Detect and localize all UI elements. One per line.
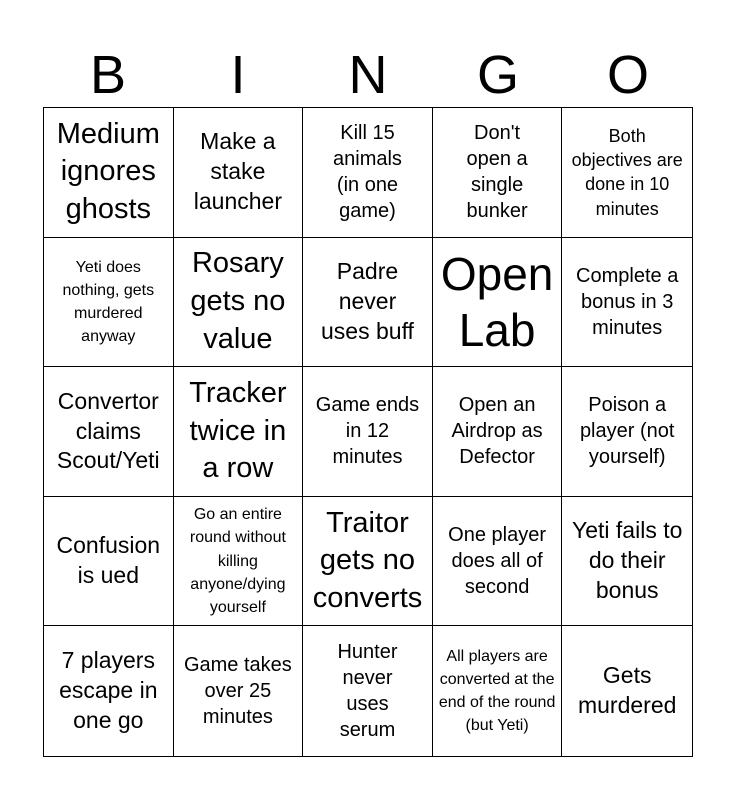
header-letter-i: I [230, 45, 246, 105]
cell-text: Yeti fails to do their bonus [572, 517, 683, 604]
bingo-cell[interactable] [303, 367, 433, 497]
header-letter-n: N [348, 45, 388, 105]
bingo-cell[interactable] [174, 108, 304, 238]
bingo-cell[interactable] [303, 108, 433, 238]
cell-text: Rosary gets no value [190, 247, 286, 355]
header-letter-o: O [606, 45, 649, 105]
bingo-cell[interactable] [562, 367, 692, 497]
bingo-cell[interactable] [303, 497, 433, 627]
cell-text: One player does all of second [448, 524, 547, 599]
cell-text: Padre never uses buff [321, 258, 414, 344]
cell-text: Poison a player (not yourself) [579, 394, 675, 469]
bingo-cell[interactable] [562, 108, 692, 238]
cell-text: Traitor gets no converts [312, 506, 423, 614]
bingo-cell[interactable] [303, 626, 433, 756]
bingo-cell[interactable] [174, 497, 304, 627]
bingo-header [43, 40, 693, 110]
cell-text: All players are converted at the end of the round (but Yeti) [438, 647, 556, 735]
cell-text: Don't open a single bunker [466, 122, 528, 223]
cell-text: 7 players escape in one go [59, 647, 158, 734]
cell-text: Open Lab [440, 247, 554, 356]
bingo-cell[interactable] [174, 238, 304, 368]
bingo-cell[interactable] [44, 367, 174, 497]
bingo-cell[interactable] [44, 497, 174, 627]
bingo-cell[interactable] [433, 108, 563, 238]
cell-text: Tracker twice in a row [189, 376, 287, 485]
bingo-board [43, 107, 693, 757]
cell-text: Make a stake launcher [193, 128, 282, 215]
cell-text: Gets murdered [577, 662, 677, 719]
bingo-cell[interactable] [44, 238, 174, 368]
bingo-cell[interactable] [44, 626, 174, 756]
cell-text: Complete a bonus in 3 minutes [576, 264, 679, 339]
cell-text: Hunter never uses serum [337, 641, 398, 742]
cell-text: Game ends in 12 minutes [315, 394, 420, 469]
bingo-cell[interactable] [174, 626, 304, 756]
bingo-cell[interactable] [562, 497, 692, 627]
cell-text: Yeti does nothing, gets murdered anyway [62, 258, 155, 346]
cell-text: Open an Airdrop as Defector [451, 394, 543, 469]
bingo-cell[interactable] [433, 626, 563, 756]
cell-text: Go an entire round without killing anyone/dying yourself [189, 506, 286, 616]
bingo-cell[interactable] [433, 238, 563, 368]
bingo-cell[interactable] [433, 367, 563, 497]
cell-text: Medium ignores ghosts [56, 117, 160, 226]
cell-text: Both objectives are done in 10 minutes [571, 125, 683, 219]
bingo-cell[interactable] [303, 238, 433, 368]
cell-text: Game takes over 25 minutes [183, 654, 292, 729]
bingo-cell[interactable] [174, 367, 304, 497]
bingo-cell[interactable] [433, 497, 563, 627]
cell-text: Confusion is ued [56, 532, 161, 589]
header-letter-g: G [476, 45, 519, 105]
cell-text: Convertor claims Scout/Yeti [56, 387, 160, 474]
bingo-cell[interactable] [562, 626, 692, 756]
bingo-cell[interactable] [562, 238, 692, 368]
cell-text: Kill 15 animals (in one game) [333, 122, 402, 223]
bingo-cell[interactable] [44, 108, 174, 238]
header-letter-b: B [89, 45, 127, 105]
